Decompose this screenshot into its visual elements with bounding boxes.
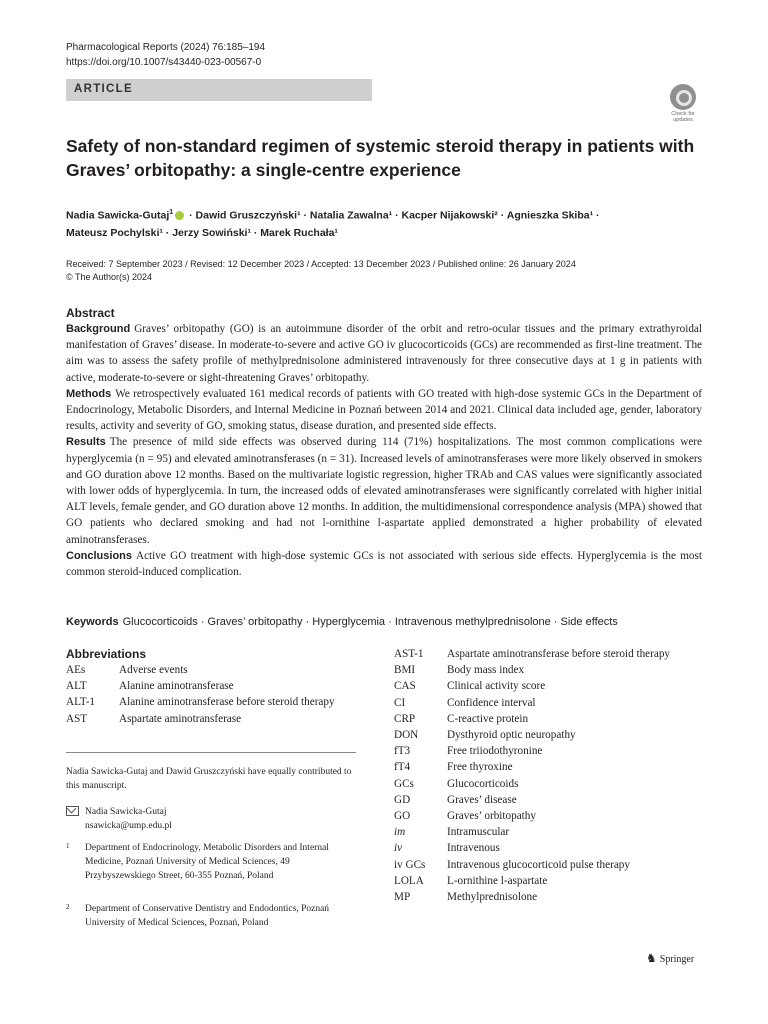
article-title: Safety of non-standard regimen of systemic steroid therapy in patients with Graves’ orbitopathy: a single-centre experience <box>66 136 695 180</box>
article-type-bar <box>66 79 372 101</box>
abbreviation-term: ALT <box>66 680 87 693</box>
abbreviation-row <box>394 824 670 840</box>
abbreviation-row <box>394 857 670 873</box>
abbreviation-row <box>394 662 670 678</box>
journal-header <box>66 40 265 70</box>
abbreviation-term: AST-1 <box>394 648 424 660</box>
abbreviation-term: im <box>394 826 406 839</box>
abbreviation-definition: Free thyroxine <box>447 761 513 774</box>
keywords-text: Glucocorticoids · Graves’ orbitopathy · Hyperglycemia · Intravenous methylprednisolone · Side effects <box>122 616 618 628</box>
abbreviation-row <box>394 840 670 856</box>
orcid-icon[interactable] <box>175 211 184 220</box>
affiliation-1-number: 1 <box>66 842 70 850</box>
corresponding-email[interactable]: nsawicka@ump.edu.pl <box>85 821 172 831</box>
abstract-methods <box>66 386 702 435</box>
publisher-name: Springer <box>659 954 695 965</box>
conclusions-label: Conclusions <box>66 549 133 562</box>
affiliation-2 <box>66 902 336 930</box>
affiliation-2-text: Department of Conservative Dentistry and Endodontics, Poznań University of Medical Sciences, Poznań, Poland <box>85 904 330 928</box>
abbreviation-definition: Graves’ orbitopathy <box>447 810 536 823</box>
abbreviations-table-right <box>394 646 670 905</box>
abbreviation-row <box>66 678 335 694</box>
abbreviation-definition: C-reactive protein <box>447 712 529 725</box>
article-type-label: ARTICLE <box>74 83 133 95</box>
abbreviation-row <box>394 743 670 759</box>
equal-contribution-note: Nadia Sawicka-Gutaj and Dawid Gruszczyński have equally contributed to this manuscript. <box>66 767 352 791</box>
author-list <box>66 204 706 242</box>
corresponding-name: Nadia Sawicka-Gutaj <box>85 807 167 817</box>
abbreviations-table-left <box>66 662 335 727</box>
first-author[interactable]: Nadia Sawicka-Gutaj <box>66 209 170 222</box>
springer-horse-icon: ♞ <box>646 951 657 965</box>
conclusions-text: Active GO treatment with high-dose systemic GCs is not associated with serious side effects. Hyperglycemia is the most common steroid-induced complication. <box>66 549 702 579</box>
first-author-affiliation: 1 <box>169 209 174 216</box>
abbreviation-definition: Confidence interval <box>447 696 536 709</box>
abbreviation-term: AST <box>66 712 88 725</box>
abbreviation-term: BMI <box>394 664 416 677</box>
abbreviation-term: CI <box>394 696 406 709</box>
author-list-line2: Mateusz Pochylski¹ · Jerzy Sowiński¹ · Marek Ruchała¹ <box>66 226 338 239</box>
doi-link[interactable]: https://doi.org/10.1007/s43440-023-00567-0 <box>66 57 262 68</box>
abbreviation-row <box>394 646 670 662</box>
publisher-logo <box>646 951 694 966</box>
abbreviation-definition: Methylprednisolone <box>447 891 538 904</box>
history-dates: Received: 7 September 2023 / Revised: 12 December 2023 / Accepted: 13 December 2023 / Published online: 26 January 2024 <box>66 259 576 269</box>
methods-label: Methods <box>66 387 112 400</box>
publication-history <box>66 258 706 284</box>
abbreviation-row <box>66 711 335 727</box>
abbreviation-row <box>394 792 670 808</box>
keywords-label: Keywords <box>66 616 119 628</box>
abbreviation-term: DON <box>394 729 419 742</box>
abbreviation-term: MP <box>394 891 411 904</box>
background-label: Background <box>66 323 131 335</box>
abbreviations-left <box>66 646 376 727</box>
abbreviation-definition: Clinical activity score <box>447 680 546 693</box>
abbreviation-definition: Intravenous <box>447 842 500 855</box>
abbreviation-row <box>66 662 335 678</box>
abbreviation-term: GO <box>394 810 411 823</box>
abbreviation-term: fT4 <box>394 761 411 774</box>
abbreviation-term: iv <box>394 842 403 855</box>
abbreviation-definition: Adverse events <box>119 664 188 676</box>
abbreviation-row <box>394 776 670 792</box>
abbreviation-row <box>394 727 670 743</box>
keywords <box>66 614 706 630</box>
abbreviation-definition: Aspartate aminotransferase <box>119 712 242 725</box>
check-updates-icon <box>670 84 696 110</box>
abbreviation-term: GCs <box>394 777 414 790</box>
affiliation-1 <box>66 841 336 883</box>
abbreviation-row <box>394 695 670 711</box>
abbreviations-right <box>394 646 714 905</box>
abbreviation-definition: Graves’ disease <box>447 793 517 806</box>
abbreviation-definition: Body mass index <box>447 664 525 677</box>
abbreviation-definition: Glucocorticoids <box>447 777 519 790</box>
abbreviations-heading: Abbreviations <box>66 647 147 661</box>
results-label: Results <box>66 436 106 449</box>
affiliation-2-number: 2 <box>66 903 70 911</box>
copyright: © The Author(s) 2024 <box>66 272 153 282</box>
abstract-conclusions <box>66 548 702 580</box>
abbreviation-row <box>394 873 670 889</box>
abbreviation-term: CAS <box>394 680 416 693</box>
envelope-icon <box>66 806 79 816</box>
check-updates-text: Check for updates <box>671 111 695 123</box>
abbreviation-definition: Intravenous glucocorticoid pulse therapy <box>447 858 630 871</box>
abstract-background <box>66 321 702 386</box>
abbreviation-term: fT3 <box>394 745 411 758</box>
abbreviation-term: CRP <box>394 712 416 725</box>
abbreviation-row <box>394 711 670 727</box>
abstract-section <box>66 305 702 580</box>
abbreviation-term: iv GCs <box>394 858 426 871</box>
corresponding-author <box>66 805 366 833</box>
abbreviation-term: ALT-1 <box>66 696 96 709</box>
abbreviation-definition: Dysthyroid optic neuropathy <box>447 729 576 742</box>
abbreviation-definition: Aspartate aminotransferase before steroid therapy <box>447 648 671 660</box>
abbreviation-row <box>394 759 670 775</box>
abbreviation-row <box>66 694 335 710</box>
methods-text: We retrospectively evaluated 161 medical records of patients with GO treated with high-dose systemic GCs in the Department of Endocrinology, Metabolic Disorders, and Internal Medicine in Poznań between 2014 and 2021. Clinical data included age, gender, laboratory results, activity and severity of GO, smoking status, disease duration, and presented side effects. <box>66 387 702 433</box>
footnote-divider <box>66 752 356 753</box>
abbreviation-term: GD <box>394 793 411 806</box>
background-text: Graves’ orbitopathy (GO) is an autoimmune disorder of the orbit and retro-ocular tissues and the primary extrathyroidal manifestation of Graves’ disease. In moderate-to-severe and active GO iv glucocorticoids (GCs) are recommended as first-line treatment. The aim was to assess the safety profile of methylprednisolone administered intravenously for three consecutive days at 1 g in patients with active, moderate-to-severe or sight-threatening Graves’ orbitopathy. <box>66 323 702 384</box>
author-list-line1: · Dawid Gruszczyński¹ · Natalia Zawalna¹ · Kacper Nijakowski² · Agnieszka Skiba¹ · <box>186 209 600 222</box>
abbreviation-definition: Alanine aminotransferase before steroid therapy <box>119 696 335 709</box>
journal-citation: Pharmacological Reports (2024) 76:185–194 <box>66 42 266 53</box>
results-text: The presence of mild side effects was observed during 114 (71%) hospitalizations. The most common complications were hyperglycemia (n = 95) and elevated aminotransferases (n = 31). Increased levels of aminotransferases were more likely observed in smokers and GO duration above 12 months. Based on the multivariate logistic regression, higher TRAb and CAS values were significantly associated with lower odds of hyperglycemia. In turn, the increased odds of elevated aminotransferases were significantly correlated with higher initial ALT levels, female gender, and GO duration above 12 months. In addition, the multidimensional correspondence analysis (MPA) showed that GO patients who declared smoking and had not l-ornithine l-aspartate applied demonstrated a higher probability of elevated aminotransferases. <box>66 436 702 546</box>
abbreviation-definition: Free triiodothyronine <box>447 745 543 758</box>
abstract-heading: Abstract <box>66 306 115 320</box>
abbreviation-definition: Alanine aminotransferase <box>119 680 234 693</box>
abbreviation-row <box>394 678 670 694</box>
abbreviation-definition: L-ornithine l-aspartate <box>447 874 548 887</box>
abbreviation-term: AEs <box>66 664 86 676</box>
abbreviation-definition: Intramuscular <box>447 826 510 839</box>
abstract-results <box>66 434 702 547</box>
check-for-updates-badge[interactable] <box>664 84 702 124</box>
affiliation-1-text: Department of Endocrinology, Metabolic Disorders and Internal Medicine, Poznań University of Medical Sciences, 49 Przybyszewskiego Street, 60-355 Poznań, Poland <box>85 843 329 881</box>
abbreviation-row <box>394 808 670 824</box>
abbreviation-row <box>394 889 670 905</box>
abbreviation-term: LOLA <box>394 874 424 887</box>
